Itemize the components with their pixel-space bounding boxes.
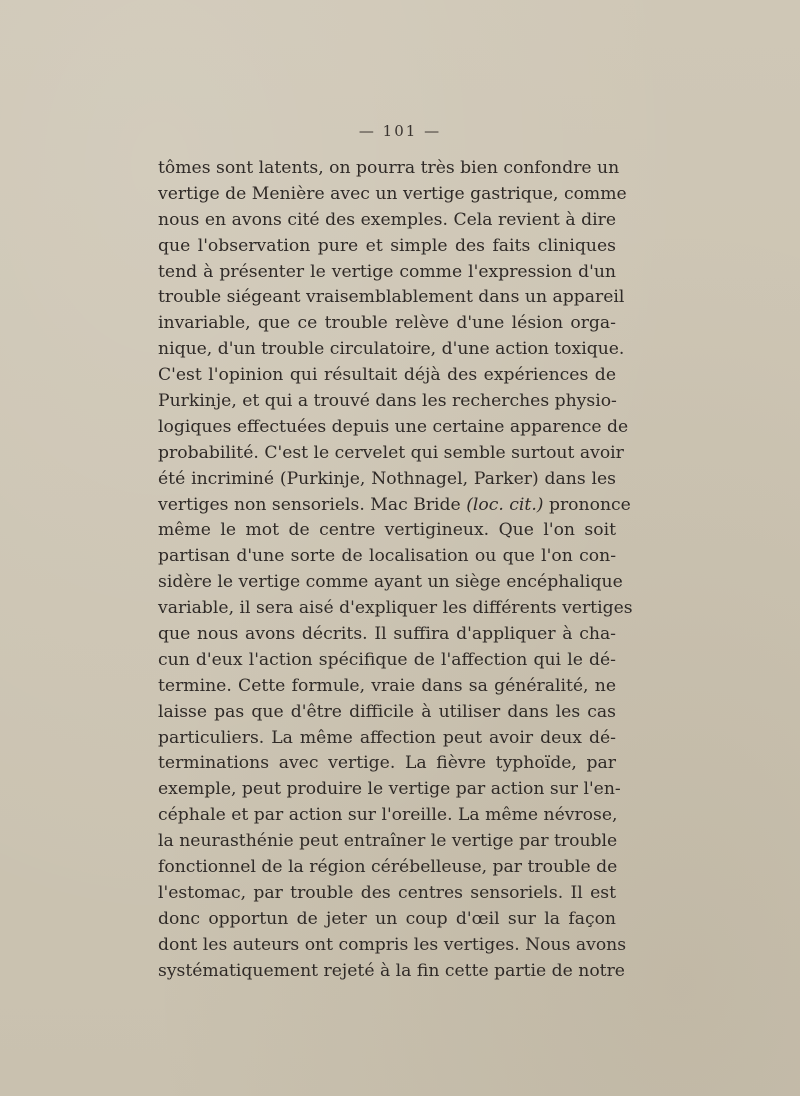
text-segment: vertiges non sensoriels. Mac Bride <box>158 494 467 515</box>
text-line: systématiquement rejeté à la fin cette partie de notre <box>158 960 625 981</box>
text-line: tômes sont latents, on pourra très bien confondre un <box>158 158 620 178</box>
text-line: partisan d'une sorte de localisation ou que l'on con- <box>158 546 616 567</box>
text-line: laisse pas que d'être difficile à utiliser dans les cas <box>158 701 616 722</box>
text-line: tend à présenter le vertige comme l'expression d'un <box>158 261 616 282</box>
text-line: exemple, peut produire le vertige par action sur l'en- <box>158 779 621 800</box>
text-line: invariable, que ce trouble relève d'une lésion orga- <box>158 313 616 334</box>
text-line: que l'observation pure et simple des faits cliniques <box>158 235 616 256</box>
text-line: terminations avec vertige. La fièvre typhoïde, par <box>158 753 616 774</box>
text-segment: prononce <box>543 494 631 515</box>
text-line: que nous avons décrits. Il suffira d'appliquer à cha- <box>158 624 616 645</box>
text-line: vertige de Menière avec un vertige gastrique, comme <box>158 183 627 204</box>
text-line: logiques effectuées depuis une certaine apparence de <box>158 416 629 437</box>
text-line: Purkinje, et qui a trouvé dans les recherches physio- <box>158 391 617 412</box>
text-line: cun d'eux l'action spécifique de l'affection qui le dé- <box>158 649 616 670</box>
text-line: probabilité. C'est le cervelet qui semble surtout avoir <box>158 442 624 463</box>
text-line: nique, d'un trouble circulatoire, d'une action toxique. <box>158 339 625 360</box>
text-line: trouble siégeant vraisemblablement dans un appareil <box>158 287 625 308</box>
text-line: variable, il sera aisé d'expliquer les différents vertiges <box>158 598 633 619</box>
text-line: C'est l'opinion qui résultait déjà des expériences de <box>158 365 616 386</box>
citation-italic: (loc. cit.) <box>466 494 544 515</box>
text-line: dont les auteurs ont compris les vertiges. Nous avons <box>158 934 627 955</box>
text-line: la neurasthénie peut entraîner le vertige par trouble <box>158 831 618 852</box>
text-line: l'estomac, par trouble des centres sensoriels. Il est <box>158 882 616 903</box>
text-line-with-citation <box>158 493 631 519</box>
text-line: sidère le vertige comme ayant un siège encéphalique <box>158 572 623 593</box>
page-number: — 101 — <box>358 122 442 140</box>
text-line: céphale et par action sur l'oreille. La même névrose, <box>158 805 618 826</box>
text-line: nous en avons cité des exemples. Cela revient à dire <box>158 209 616 230</box>
body-text <box>158 156 633 985</box>
text-line: termine. Cette formule, vraie dans sa généralité, ne <box>158 675 616 696</box>
text-line: été incriminé (Purkinje, Nothnagel, Parker) dans les <box>158 468 616 489</box>
text-line: particuliers. La même affection peut avoir deux dé- <box>158 727 616 748</box>
text-line: même le mot de centre vertigineux. Que l'on soit <box>158 520 616 541</box>
text-line: donc opportun de jeter un coup d'œil sur la façon <box>158 908 616 929</box>
text-line: fonctionnel de la région cérébelleuse, par trouble de <box>158 857 618 878</box>
